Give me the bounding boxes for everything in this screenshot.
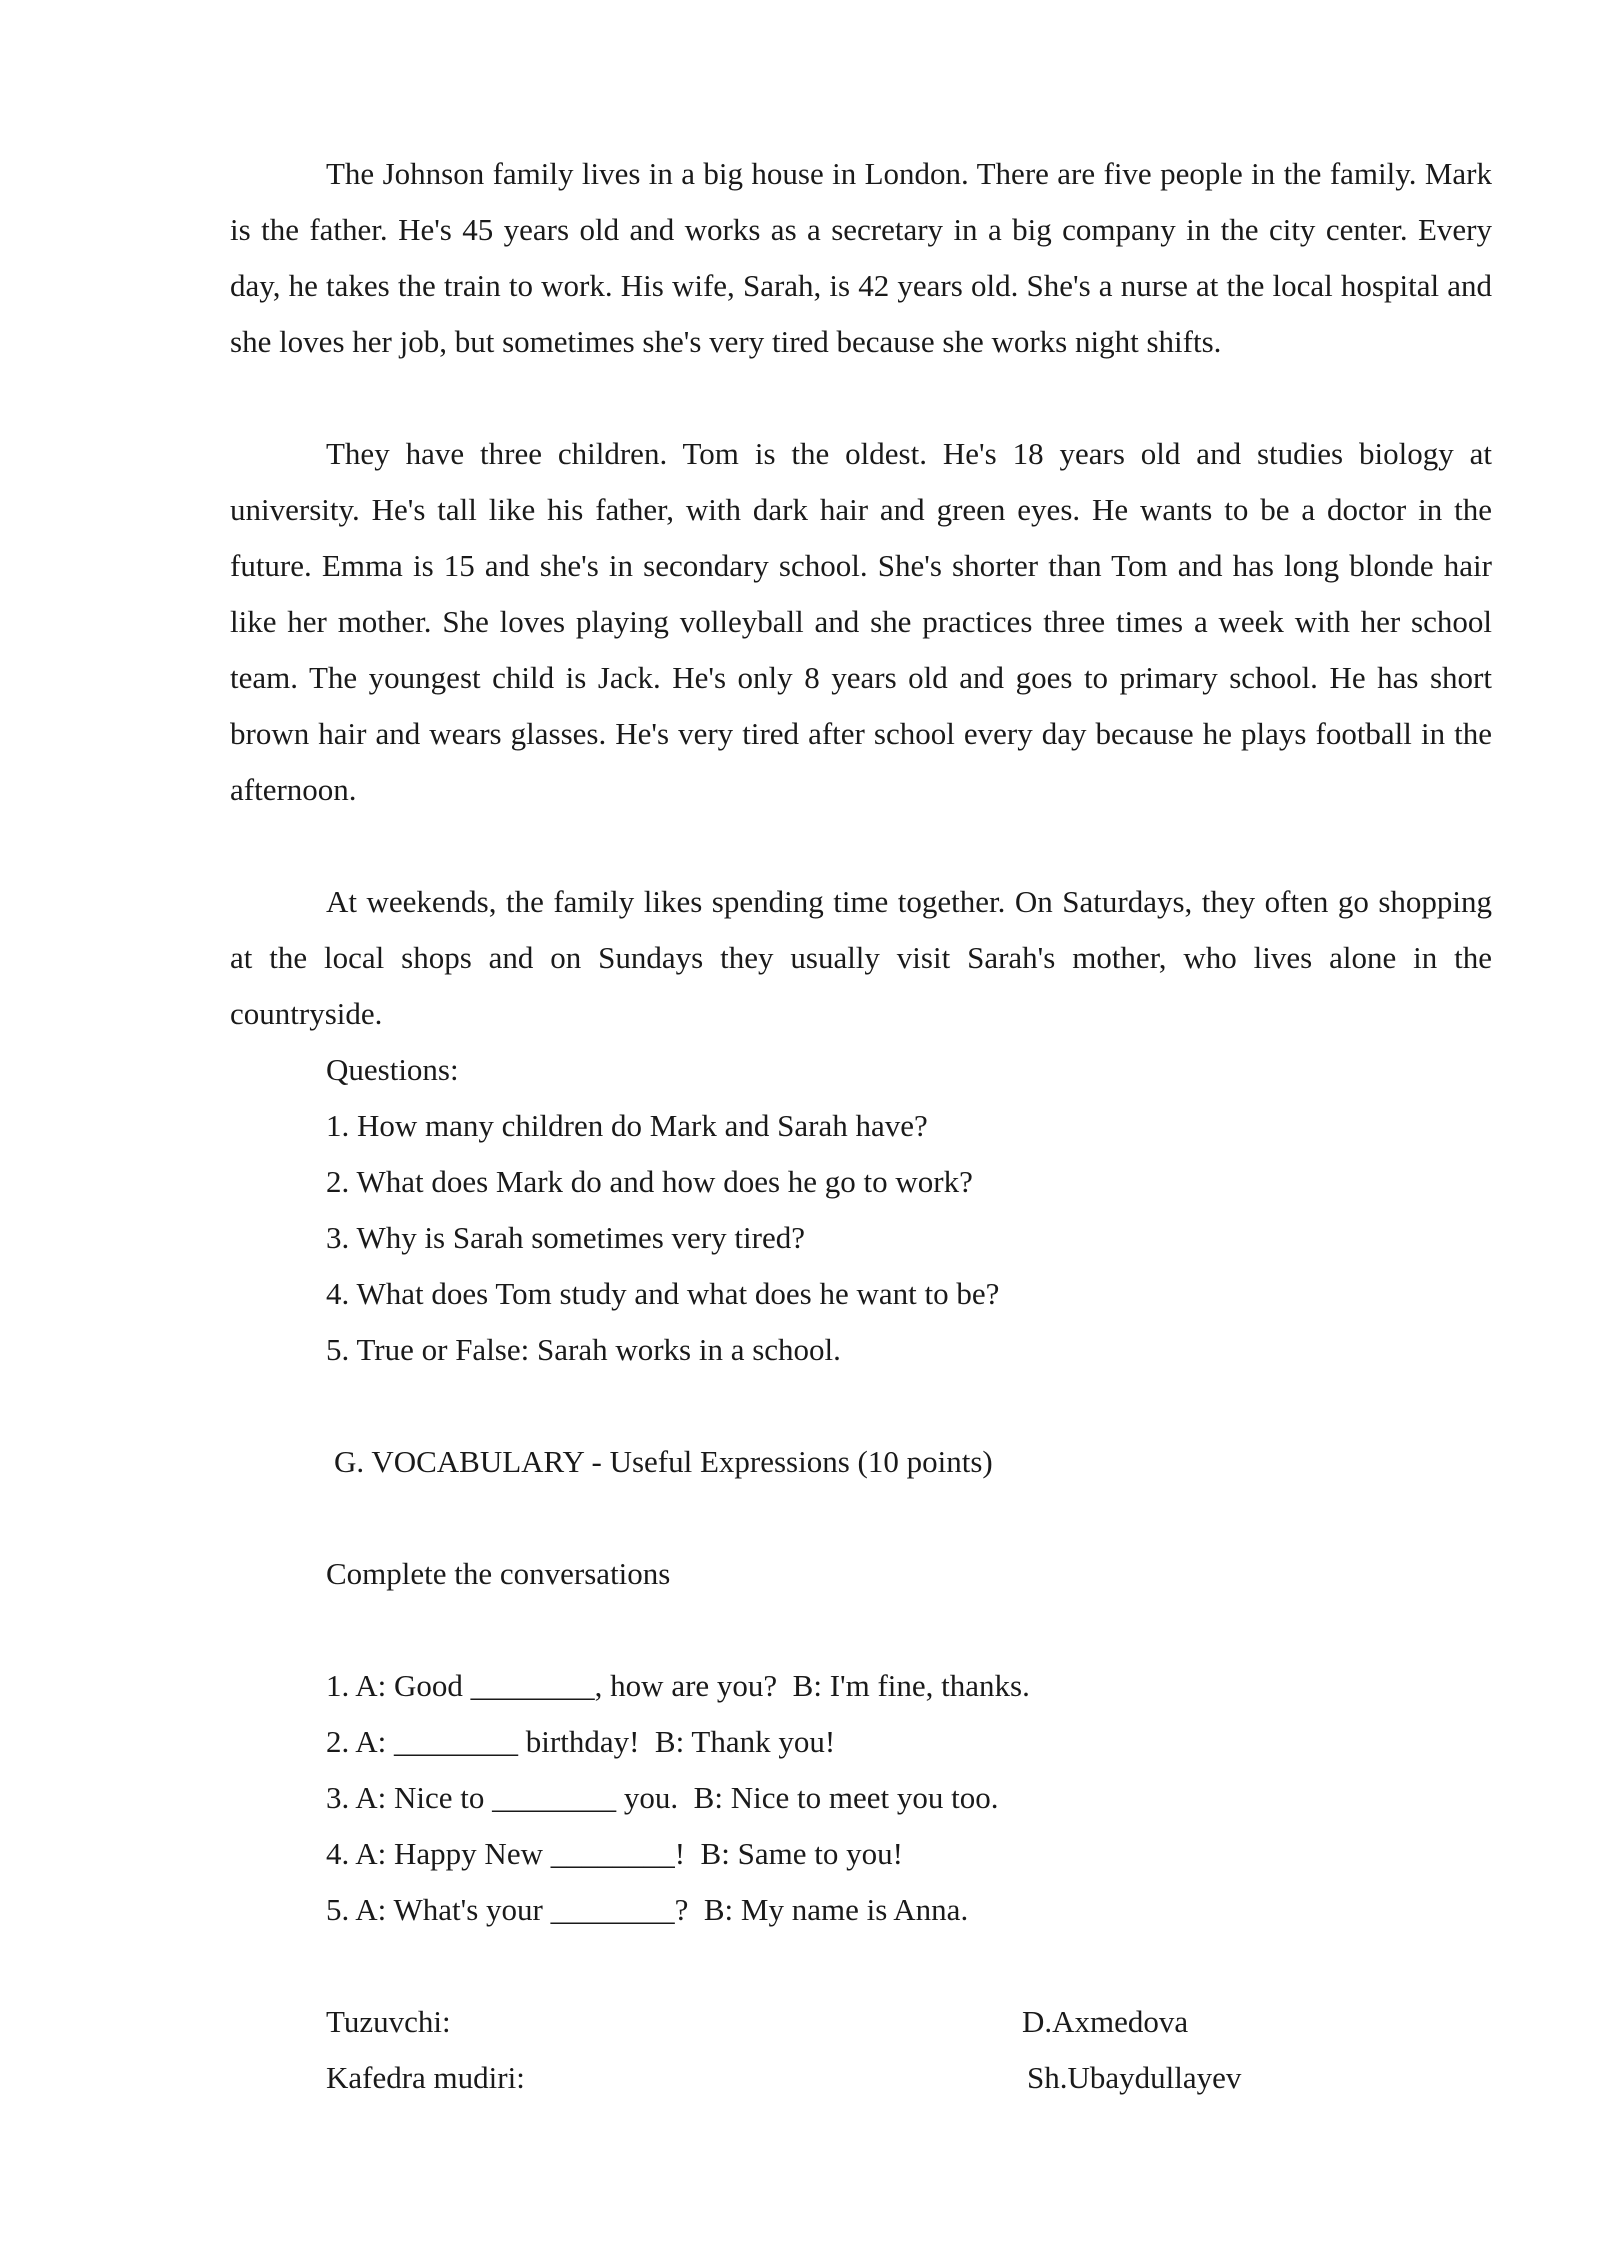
conversation-item: 1. A: Good ________, how are you? B: I'm fine, thanks. [326, 1668, 1030, 1703]
question-item: 2. What does Mark do and how does he go to work? [326, 1164, 973, 1199]
question-item: 4. What does Tom study and what does he want to be? [326, 1276, 1000, 1311]
question-item: 3. Why is Sarah sometimes very tired? [326, 1220, 805, 1255]
question-item: 5. True or False: Sarah works in a school. [326, 1332, 841, 1367]
compiler-label: Tuzuvchi: [326, 2004, 451, 2039]
compiler-name: D.Axmedova [1022, 2004, 1189, 2039]
paragraph-family-intro: The Johnson family lives in a big house in London. There are five people in the family. Mark is the father. He's 45 years old and works as a secretary in a big company in the city center. Every day, he takes the train to work. His wife, Sarah, is 42 years old. She's a nurse at the local hospital and she loves her job, but sometimes she's very tired because she works night shifts. [230, 156, 1492, 359]
signature-row-compiler [326, 1994, 1492, 2050]
questions-list [326, 1098, 1492, 1378]
document-page [230, 146, 1492, 2106]
conversation-item: 3. A: Nice to ________ you. B: Nice to meet you too. [326, 1780, 999, 1815]
questions-heading: Questions: [326, 1052, 459, 1087]
head-label: Kafedra mudiri: [326, 2060, 525, 2095]
signature-row-head [326, 2050, 1492, 2106]
vocabulary-instructions: Complete the conversations [326, 1556, 671, 1591]
vocabulary-heading: G. VOCABULARY - Useful Expressions (10 points) [334, 1444, 993, 1479]
conversations-list [326, 1658, 1492, 1938]
question-item: 1. How many children do Mark and Sarah have? [326, 1108, 928, 1143]
head-name: Sh.Ubaydullayev [1027, 2060, 1242, 2095]
reading-passage [230, 146, 1492, 1042]
conversation-item: 5. A: What's your ________? B: My name is Anna. [326, 1892, 969, 1927]
conversations-section [326, 1658, 1492, 1938]
questions-section [326, 1042, 1492, 1378]
signatures-block [326, 1994, 1492, 2106]
conversation-item: 2. A: ________ birthday! B: Thank you! [326, 1724, 836, 1759]
conversation-item: 4. A: Happy New ________! B: Same to you! [326, 1836, 903, 1871]
paragraph-children: They have three children. Tom is the oldest. He's 18 years old and studies biology at university. He's tall like his father, with dark hair and green eyes. He wants to be a doctor in the future. Emma is 15 and she's in secondary school. She's shorter than Tom and has long blonde hair like her mother. She loves playing volleyball and she practices three times a week with her school team. The youngest child is Jack. He's only 8 years old and goes to primary school. He has short brown hair and wears glasses. He's very tired after school every day because he plays football in the afternoon. [230, 436, 1492, 807]
paragraph-weekends: At weekends, the family likes spending time together. On Saturdays, they often go shopping at the local shops and on Sundays they usually visit Sarah's mother, who lives alone in the countryside. [230, 884, 1492, 1031]
